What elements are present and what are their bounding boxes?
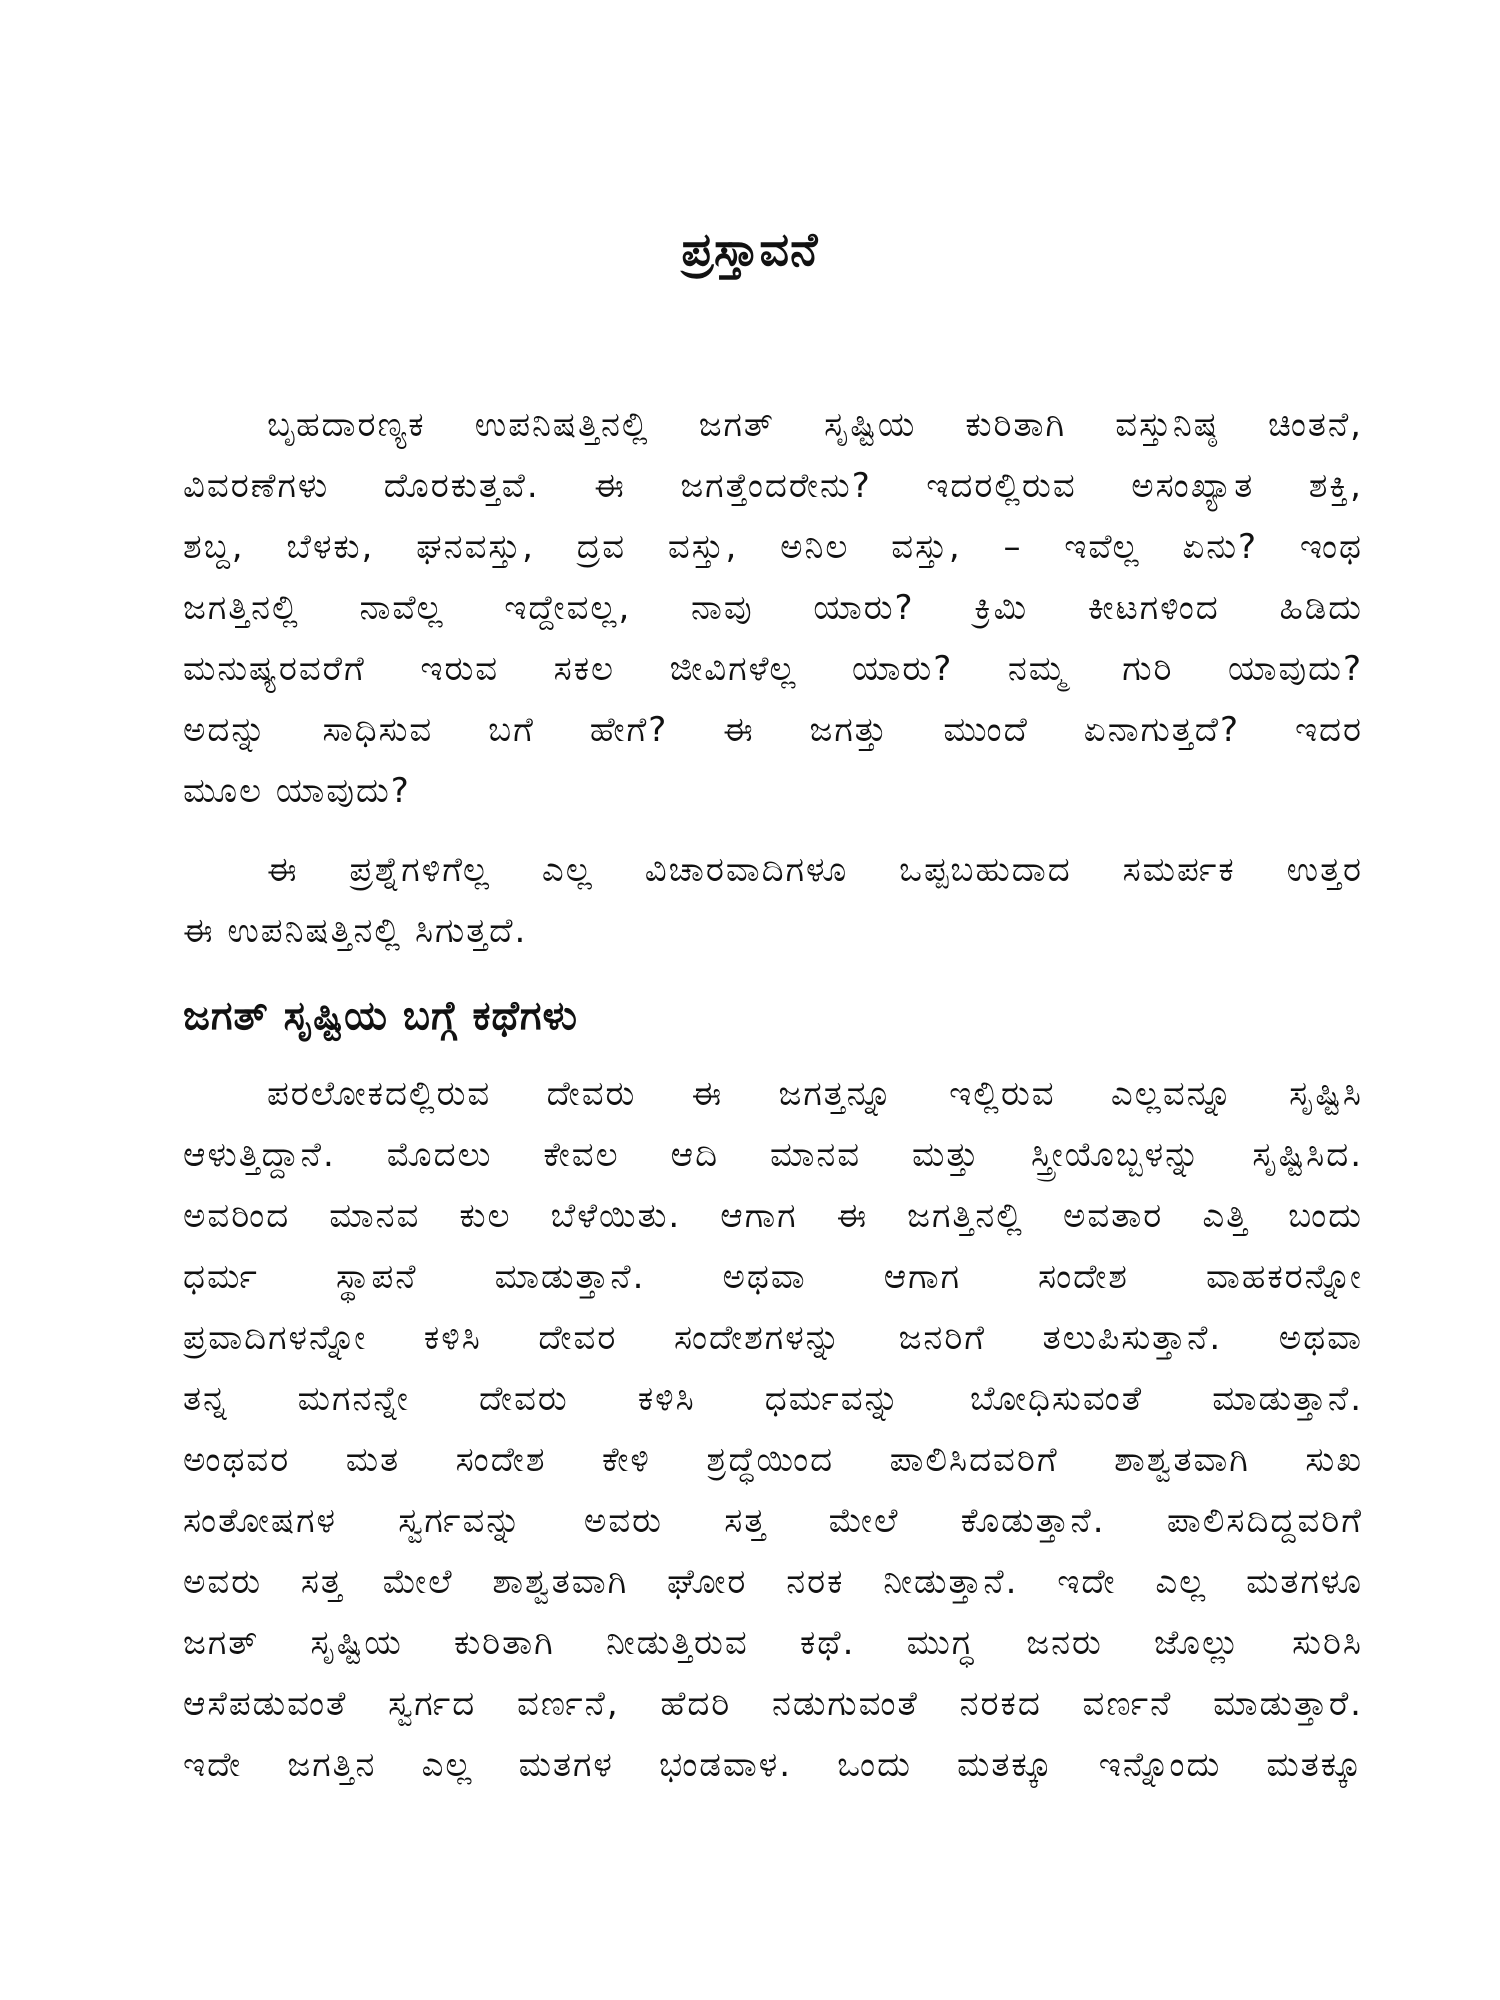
text-line: ಜಗತ್ತಿನಲ್ಲಿ ನಾವೆಲ್ಲ ಇದ್ದೇವಲ್ಲ, ನಾವು ಯಾರು? ಕ್ರಿಮಿ ಕೀಟಗಳಿಂದ ಹಿಡಿದು	[183, 588, 1363, 628]
text-line: ಪ್ರವಾದಿಗಳನ್ನೋ ಕಳಿಸಿ ದೇವರ ಸಂದೇಶಗಳನ್ನು ಜನರಿಗೆ ತಲುಪಿಸುತ್ತಾನೆ. ಅಥವಾ	[183, 1318, 1363, 1358]
text-line: ಮನುಷ್ಯರವರೆಗೆ ಇರುವ ಸಕಲ ಜೀವಿಗಳೆಲ್ಲ ಯಾರು? ನಮ್ಮ ಗುರಿ ಯಾವುದು?	[183, 649, 1363, 689]
page-title: ಪ್ರಸ್ತಾವನೆ	[681, 222, 819, 276]
text-line: ಅಂಥವರ ಮತ ಸಂದೇಶ ಕೇಳಿ ಶ್ರದ್ಧೆಯಿಂದ ಪಾಲಿಸಿದವರಿಗೆ ಶಾಶ್ವತವಾಗಿ ಸುಖ	[183, 1440, 1363, 1480]
text-line: ಆಸೆಪಡುವಂತೆ ಸ್ವರ್ಗದ ವರ್ಣನೆ, ಹೆದರಿ ನಡುಗುವಂತೆ ನರಕದ ವರ್ಣನೆ ಮಾಡುತ್ತಾರೆ.	[183, 1684, 1363, 1724]
text-line: ಪರಲೋಕದಲ್ಲಿರುವ ದೇವರು ಈ ಜಗತ್ತನ್ನೂ ಇಲ್ಲಿರುವ ಎಲ್ಲವನ್ನೂ ಸೃಷ್ಟಿಸಿ	[267, 1074, 1363, 1114]
body-text	[183, 395, 1363, 1796]
text-line: ಸಂತೋಷಗಳ ಸ್ವರ್ಗವನ್ನು ಅವರು ಸತ್ತ ಮೇಲೆ ಕೊಡುತ್ತಾನೆ. ಪಾಲಿಸದಿದ್ದವರಿಗೆ	[183, 1501, 1363, 1541]
text-line: ಶಬ್ದ, ಬೆಳಕು, ಘನವಸ್ತು, ದ್ರವ ವಸ್ತು, ಅನಿಲ ವಸ್ತು, – ಇವೆಲ್ಲ ಏನು? ಇಂಥ	[183, 527, 1363, 567]
text-line: ಈ ಪ್ರಶ್ನೆಗಳಿಗೆಲ್ಲ ಎಲ್ಲ ವಿಚಾರವಾದಿಗಳೂ ಒಪ್ಪಬಹುದಾದ ಸಮರ್ಪಕ ಉತ್ತರ	[267, 850, 1363, 890]
text-line: ತನ್ನ ಮಗನನ್ನೇ ದೇವರು ಕಳಿಸಿ ಧರ್ಮವನ್ನು ಬೋಧಿಸುವಂತೆ ಮಾಡುತ್ತಾನೆ.	[183, 1379, 1363, 1419]
text-line: ವಿವರಣೆಗಳು ದೊರಕುತ್ತವೆ. ಈ ಜಗತ್ತೆಂದರೇನು? ಇದರಲ್ಲಿರುವ ಅಸಂಖ್ಯಾತ ಶಕ್ತಿ,	[183, 466, 1363, 506]
paragraph-stories	[183, 1064, 1363, 1796]
text-line: ಅವರು ಸತ್ತ ಮೇಲೆ ಶಾಶ್ವತವಾಗಿ ಘೋರ ನರಕ ನೀಡುತ್ತಾನೆ. ಇದೇ ಎಲ್ಲ ಮತಗಳೂ	[183, 1562, 1363, 1602]
paragraph-gap	[183, 822, 1363, 840]
text-line: ಬೃಹದಾರಣ್ಯಕ ಉಪನಿಷತ್ತಿನಲ್ಲಿ ಜಗತ್ ಸೃಷ್ಟಿಯ ಕುರಿತಾಗಿ ವಸ್ತುನಿಷ್ಠ ಚಿಂತನೆ,	[267, 405, 1363, 445]
text-line: ಅದನ್ನು ಸಾಧಿಸುವ ಬಗೆ ಹೇಗೆ? ಈ ಜಗತ್ತು ಮುಂದೆ ಏನಾಗುತ್ತದೆ? ಇದರ	[183, 710, 1363, 750]
paragraph-answer	[183, 840, 1363, 962]
text-line: ಆಳುತ್ತಿದ್ದಾನೆ. ಮೊದಲು ಕೇವಲ ಆದಿ ಮಾನವ ಮತ್ತು ಸ್ತ್ರೀಯೊಬ್ಬಳನ್ನು ಸೃಷ್ಟಿಸಿದ.	[183, 1135, 1363, 1175]
text-line: ಧರ್ಮ ಸ್ಥಾಪನೆ ಮಾಡುತ್ತಾನೆ. ಅಥವಾ ಆಗಾಗ ಸಂದೇಶ ವಾಹಕರನ್ನೋ	[183, 1257, 1363, 1297]
text-line: ಜಗತ್ ಸೃಷ್ಟಿಯ ಕುರಿತಾಗಿ ನೀಡುತ್ತಿರುವ ಕಥೆ. ಮುಗ್ಧ ಜನರು ಜೊಲ್ಲು ಸುರಿಸಿ	[183, 1623, 1363, 1663]
section-heading: ಜಗತ್ ಸೃಷ್ಟಿಯ ಬಗ್ಗೆ ಕಥೆಗಳು	[183, 993, 578, 1039]
text-line: ಅವರಿಂದ ಮಾನವ ಕುಲ ಬೆಳೆಯಿತು. ಆಗಾಗ ಈ ಜಗತ್ತಿನಲ್ಲಿ ಅವತಾರ ಎತ್ತಿ ಬಂದು	[183, 1196, 1363, 1236]
text-line: ಇದೇ ಜಗತ್ತಿನ ಎಲ್ಲ ಮತಗಳ ಭಂಡವಾಳ. ಒಂದು ಮತಕ್ಕೂ ಇನ್ನೊಂದು ಮತಕ್ಕೂ	[183, 1745, 1363, 1785]
text-line: ಈ ಉಪನಿಷತ್ತಿನಲ್ಲಿ ಸಿಗುತ್ತದೆ.	[183, 911, 528, 951]
text-line: ಮೂಲ ಯಾವುದು?	[183, 771, 411, 811]
paragraph-intro	[183, 395, 1363, 822]
